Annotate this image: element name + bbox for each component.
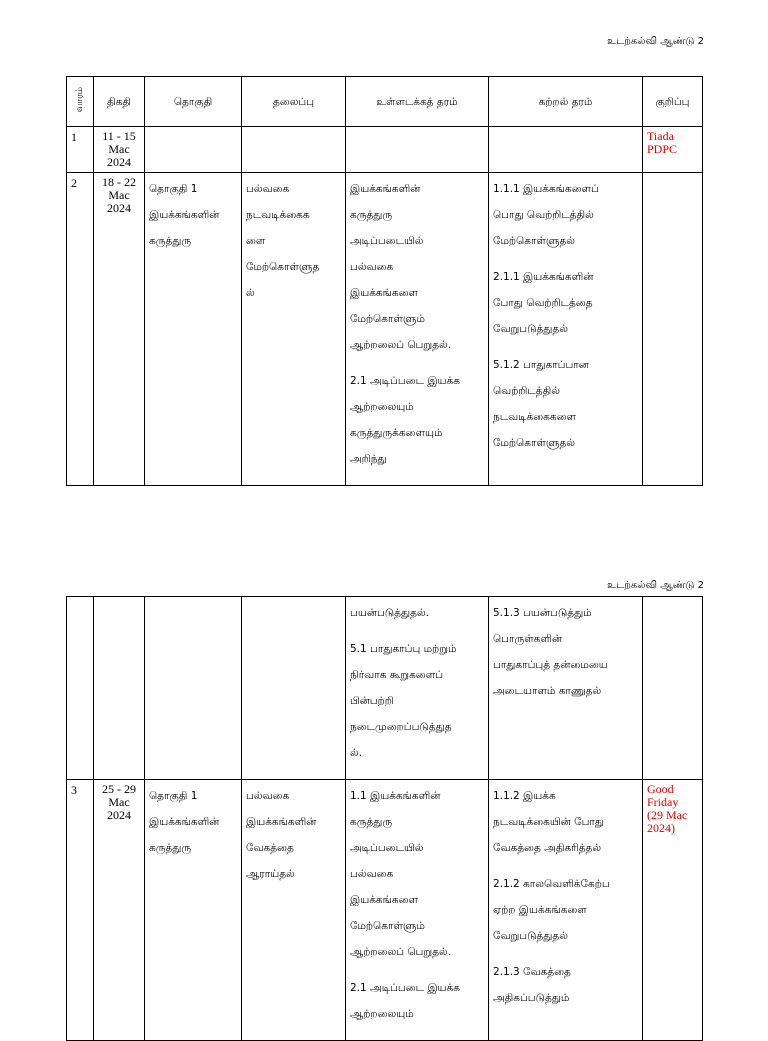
text-line: Good: [647, 782, 674, 796]
text-line: இயக்கங்களை: [350, 287, 418, 299]
cell-title: [242, 597, 346, 780]
cell-week: 1: [67, 127, 94, 173]
text-line: Mac: [108, 795, 130, 809]
paragraph: [493, 783, 638, 861]
text-line: 2024: [107, 155, 131, 169]
paragraph: [350, 783, 484, 965]
text-line: இயக்கங்களின்: [246, 816, 317, 828]
text-line: ஆற்றலைப் பெறுதல்.: [350, 339, 452, 351]
text-line: நடவடிக்கைகளை: [493, 411, 576, 423]
cell-note: [643, 780, 703, 1041]
paragraph: [493, 959, 638, 1011]
text-line: 2.1.2 காலவெளிக்கேற்ப: [493, 878, 610, 890]
table-row: [67, 597, 703, 780]
text-line: 5.1.3 பயன்படுத்தும்: [493, 607, 592, 619]
cell-note: [643, 173, 703, 486]
cell-unit: [145, 780, 242, 1041]
text-line: 2024): [647, 821, 675, 835]
text-line: ஆற்றலைப் பெறுதல்.: [350, 946, 452, 958]
cell-week: 2: [67, 173, 94, 486]
text-line: பல்வகை: [350, 261, 394, 273]
text-line: 1.1.2 இயக்க: [493, 790, 556, 802]
col-content-standard: உள்ளடக்கத் தரம்: [346, 77, 489, 127]
cell-date: [94, 780, 145, 1041]
cell-learning-standard: [489, 780, 643, 1041]
text-line: ளை: [246, 235, 266, 247]
cell-title: [242, 127, 346, 173]
col-title: தலைப்பு: [242, 77, 346, 127]
cell-title: [242, 780, 346, 1041]
text-line: அடையாளம் காணுதல்: [493, 685, 602, 697]
text-line: 1.1.1 இயக்கங்களைப்: [493, 183, 599, 195]
text-line: 2.1.1 இயக்கங்களின்: [493, 271, 594, 283]
cell-unit: [145, 597, 242, 780]
text-line: தொகுதி 1: [149, 183, 198, 195]
cell-week: [67, 597, 94, 780]
cell-content-standard: [346, 597, 489, 780]
text-line: போது வெற்றிடத்தை: [493, 297, 593, 309]
cell-week: 3: [67, 780, 94, 1041]
paragraph: [493, 352, 638, 456]
cell-unit: [145, 127, 242, 173]
text-line: Mac: [108, 188, 130, 202]
text-line: வேகத்தை: [246, 842, 294, 854]
text-line: பல்வகை: [350, 868, 394, 880]
text-line: 2024: [107, 808, 131, 822]
text-line: நடவடிக்கையின் போது: [493, 816, 605, 828]
text-line: பொருள்களின்: [493, 633, 563, 645]
text-line: வெற்றிடத்தில்: [493, 385, 560, 397]
cell-learning-standard: [489, 597, 643, 780]
table-row: [67, 127, 703, 173]
cell-content-standard: [346, 780, 489, 1041]
text-line: இயக்கங்களின்: [350, 183, 421, 195]
cell-learning-standard: [489, 127, 643, 173]
text-line: வேறுபடுத்துதல்: [493, 323, 568, 335]
text-line: 2.1 அடிப்படை இயக்க: [350, 375, 460, 387]
text-line: இயக்கங்களின்: [149, 816, 220, 828]
text-line: நடைமுறைப்படுத்துத: [350, 721, 452, 733]
col-unit: தொகுதி: [145, 77, 242, 127]
text-line: கருத்துருக்களையும்: [350, 427, 443, 439]
text-line: நடவடிக்கைக: [246, 209, 310, 221]
text-line: கருத்துரு: [149, 235, 192, 247]
text-line: பல்வகை: [246, 790, 290, 802]
text-line: மேற்கொள்ளுதல்: [493, 235, 576, 247]
text-line: வேகத்தை அதிகரித்தல்: [493, 842, 602, 854]
text-line: பயன்படுத்துதல்.: [350, 607, 430, 619]
text-line: பல்வகை: [246, 183, 290, 195]
text-line: இயக்கங்களின்: [149, 209, 220, 221]
text-line: இயக்கங்களை: [350, 894, 418, 906]
paragraph: [493, 600, 638, 704]
text-line: Mac: [108, 142, 130, 156]
paragraph: [493, 264, 638, 342]
text-line: PDPC: [647, 142, 678, 156]
lesson-plan-table: [66, 76, 703, 486]
cell-title: [242, 173, 346, 486]
cell-unit: [145, 173, 242, 486]
text-line: 18 - 22: [102, 175, 136, 189]
text-line: ஆற்றலையும்: [350, 1008, 414, 1020]
cell-learning-standard: [489, 173, 643, 486]
text-line: அடிப்படையில்: [350, 842, 424, 854]
text-line: ஆராய்தல்: [246, 868, 295, 880]
text-line: 2.1.3 வேகத்தை: [493, 966, 571, 978]
page-header-2: உடற்கல்வி ஆண்டு 2: [607, 580, 704, 591]
col-date: திகதி: [94, 77, 145, 127]
table-row: [67, 173, 703, 486]
text-line: 5.1 பாதுகாப்பு மற்றும்: [350, 643, 457, 655]
text-line: 2024: [107, 201, 131, 215]
cell-date: [94, 173, 145, 486]
text-line: 2.1 அடிப்படை இயக்க: [350, 982, 460, 994]
text-line: ல்.: [350, 747, 363, 759]
text-line: (29 Mac: [647, 808, 688, 822]
cell-content-standard: [346, 173, 489, 486]
cell-note: [643, 597, 703, 780]
text-line: மேற்கொள்ளும்: [350, 920, 425, 932]
text-line: கருத்துரு: [350, 816, 393, 828]
paragraph: [350, 600, 484, 626]
text-line: நிர்வாக கூறுகளைப்: [350, 669, 444, 681]
paragraph: [350, 975, 484, 1027]
text-line: மேற்கொள்ளுத: [246, 261, 320, 273]
text-line: கருத்துரு: [149, 842, 192, 854]
col-week: வாரம்: [67, 77, 94, 127]
text-line: பின்பற்றி: [350, 695, 394, 707]
paragraph: [350, 636, 484, 766]
page-header: உடற்கல்வி ஆண்டு 2: [607, 36, 704, 47]
cell-date: [94, 127, 145, 173]
text-line: ஆற்றலையும்: [350, 401, 414, 413]
col-note: குறிப்பு: [643, 77, 703, 127]
paragraph: [493, 871, 638, 949]
text-line: 1.1 இயக்கங்களின்: [350, 790, 441, 802]
text-line: வேறுபடுத்துதல்: [493, 930, 568, 942]
cell-date: [94, 597, 145, 780]
text-line: தொகுதி 1: [149, 790, 198, 802]
text-line: 25 - 29: [102, 782, 136, 796]
paragraph: [350, 368, 484, 472]
text-line: பாதுகாப்புத் தன்மையை: [493, 659, 608, 671]
paragraph: [350, 176, 484, 358]
text-line: அடிப்படையில்: [350, 235, 424, 247]
lesson-plan-table-continued: [66, 596, 703, 1041]
col-learning-standard: கற்றல் தரம்: [489, 77, 643, 127]
text-line: ஏற்ற இயக்கங்களை: [493, 904, 587, 916]
cell-content-standard: [346, 127, 489, 173]
text-line: கருத்துரு: [350, 209, 393, 221]
text-line: அதிகப்படுத்தும்: [493, 992, 570, 1004]
text-line: Tiada: [647, 129, 674, 143]
paragraph: [493, 176, 638, 254]
text-line: மேற்கொள்ளுதல்: [493, 437, 576, 449]
text-line: Friday: [647, 795, 679, 809]
text-line: மேற்கொள்ளும்: [350, 313, 425, 325]
text-line: ல்: [246, 287, 255, 299]
text-line: அறிந்து: [350, 453, 387, 465]
text-line: 11 - 15: [102, 129, 136, 143]
cell-note: [643, 127, 703, 173]
table-row: [67, 780, 703, 1041]
text-line: பொது வெற்றிடத்தில்: [493, 209, 594, 221]
text-line: 5.1.2 பாதுகாப்பான: [493, 359, 589, 371]
